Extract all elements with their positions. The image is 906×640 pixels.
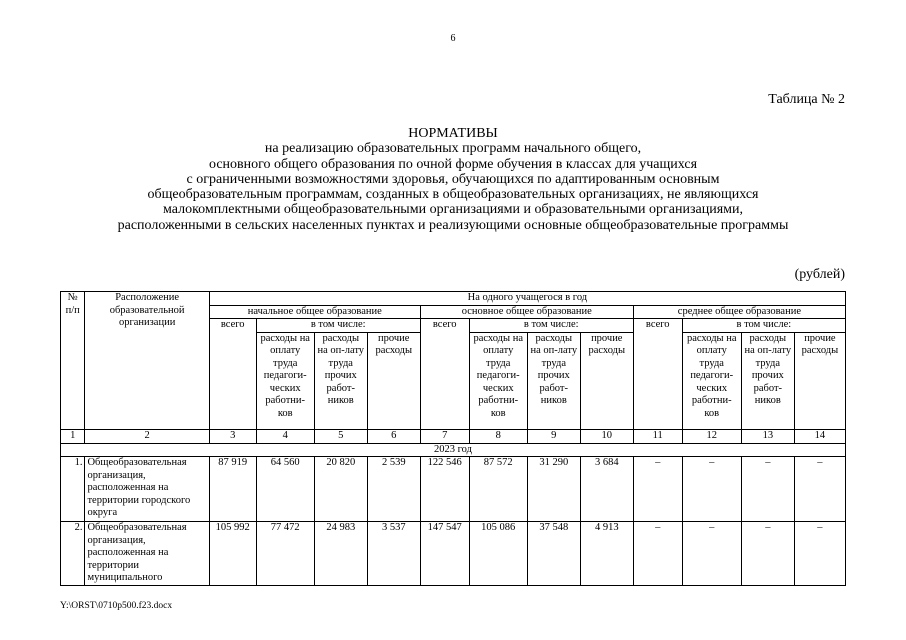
row-number: 1. <box>61 457 85 522</box>
row-location: Общеобразовательная организация, расположенная на территории городского округа <box>85 457 209 522</box>
header-total: всего <box>633 319 682 430</box>
subtitle-line: основного общего образования по очной форме обучения в классах для учащихся <box>208 156 698 172</box>
column-number: 2 <box>85 429 209 443</box>
header-including: в том числе: <box>256 319 420 333</box>
cell-value: 64 560 <box>256 457 314 522</box>
column-number: 9 <box>527 429 580 443</box>
row-number: 2. <box>61 522 85 586</box>
cell-value: 24 983 <box>314 522 367 586</box>
cell-value: – <box>682 457 741 522</box>
footer-file-path: Y:\ORST\0710p500.f23.docx <box>60 601 173 611</box>
subtitle-line: общеобразовательным программам, созданных в общеобразовательных организациях, не являющихся <box>147 187 759 203</box>
table-row <box>61 457 846 522</box>
column-number: 8 <box>469 429 527 443</box>
cell-value: 105 992 <box>209 522 256 586</box>
header-total: всего <box>209 319 256 430</box>
header-ped-pay: расходы на оплату труда педагоги-ческих работни-ков <box>256 332 314 429</box>
header-total: всего <box>420 319 469 430</box>
cell-value: 122 546 <box>420 457 469 522</box>
table-label: Таблица № 2 <box>768 92 845 107</box>
cell-value: – <box>682 522 741 586</box>
header-other: прочие расходы <box>794 332 845 429</box>
header-including: в том числе: <box>682 319 845 333</box>
cell-value: 3 684 <box>580 457 633 522</box>
header-num: № п/п <box>61 292 85 430</box>
column-number: 5 <box>314 429 367 443</box>
header-ped-pay: расходы на оплату труда педагоги-ческих работни-ков <box>469 332 527 429</box>
row-location: Общеобразовательная организация, расположенная на территории муниципального <box>85 522 209 586</box>
cell-value: 147 547 <box>420 522 469 586</box>
cell-value: – <box>633 522 682 586</box>
header-per-student: На одного учащегося в год <box>209 292 845 306</box>
header-other: прочие расходы <box>580 332 633 429</box>
cell-value: 20 820 <box>314 457 367 522</box>
cell-value: – <box>633 457 682 522</box>
cell-value: 77 472 <box>256 522 314 586</box>
units-label: (рублей) <box>794 267 845 282</box>
cell-value: 87 572 <box>469 457 527 522</box>
cell-value: 4 913 <box>580 522 633 586</box>
header-location: Расположение образовательной организации <box>85 292 209 430</box>
column-number: 1 <box>61 429 85 443</box>
header-secondary: среднее общее образование <box>633 305 845 319</box>
column-number: 10 <box>580 429 633 443</box>
cell-value: 37 548 <box>527 522 580 586</box>
column-number: 3 <box>209 429 256 443</box>
cell-value: 105 086 <box>469 522 527 586</box>
subtitle-line: малокомплектными общеобразовательными организациями и образовательными организациями, <box>162 202 743 218</box>
header-primary: начальное общее образование <box>209 305 420 319</box>
cell-value: 2 539 <box>367 457 420 522</box>
cell-value: – <box>741 457 794 522</box>
column-number: 11 <box>633 429 682 443</box>
column-number: 7 <box>420 429 469 443</box>
title-block <box>0 126 906 233</box>
header-basic: основное общее образование <box>420 305 633 319</box>
column-number: 13 <box>741 429 794 443</box>
column-number: 12 <box>682 429 741 443</box>
column-number: 4 <box>256 429 314 443</box>
cell-value: 31 290 <box>527 457 580 522</box>
subtitle-line: на реализацию образовательных программ начального общего, <box>264 141 642 157</box>
header-other: прочие расходы <box>367 332 420 429</box>
table-row <box>61 522 846 586</box>
subtitle-line: расположенными в сельских населенных пунктах и реализующими основные общеобразовательные программы <box>117 217 789 233</box>
cell-value: – <box>794 522 845 586</box>
header-including: в том числе: <box>469 319 633 333</box>
cell-value: – <box>741 522 794 586</box>
column-number: 6 <box>367 429 420 443</box>
normatives-table <box>60 291 846 586</box>
header-other-pay: расходы на оп-лату труда прочих работ-ников <box>741 332 794 429</box>
page-number: 6 <box>450 33 456 44</box>
year-row: 2023 год <box>61 443 846 457</box>
cell-value: – <box>794 457 845 522</box>
cell-value: 3 537 <box>367 522 420 586</box>
column-number: 14 <box>794 429 845 443</box>
subtitle-line: с ограниченными возможностями здоровья, обучающихся по адаптированным основным <box>186 171 720 187</box>
document-title: НОРМАТИВЫ <box>408 126 498 141</box>
header-other-pay: расходы на оп-лату труда прочих работ-ников <box>314 332 367 429</box>
header-other-pay: расходы на оп-лату труда прочих работ-ников <box>527 332 580 429</box>
cell-value: 87 919 <box>209 457 256 522</box>
header-ped-pay: расходы на оплату труда педагоги-ческих работни-ков <box>682 332 741 429</box>
